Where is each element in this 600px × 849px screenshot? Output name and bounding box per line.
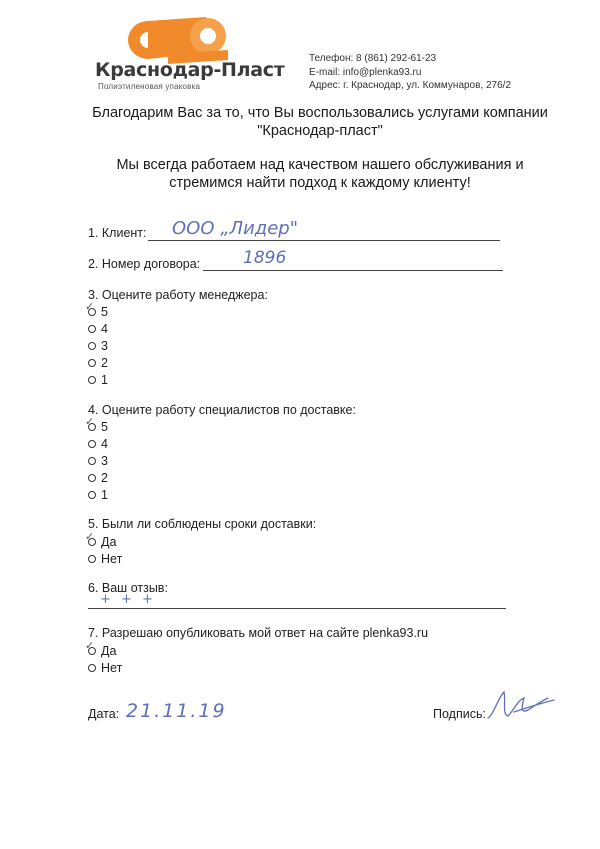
q5-label: 5. Были ли соблюдены сроки доставки: — [88, 517, 317, 531]
q3-option-2[interactable]: 2 — [88, 354, 108, 371]
checkmark-icon: ✓ — [85, 416, 95, 428]
contract-value[interactable]: 1896 — [243, 248, 287, 268]
radio-icon — [88, 440, 96, 448]
checkmark-icon: ✓ — [85, 531, 95, 543]
motto-line-2: стремимся найти подход к каждому клиенту! — [169, 175, 471, 191]
thanks-line-1: Благодарим Вас за то, что Вы воспользовались услугами компании — [92, 105, 548, 121]
q4-option-3[interactable]: 3 — [88, 452, 108, 469]
radio-icon — [88, 376, 96, 384]
q3-option-5[interactable]: ✓ 5 — [85, 301, 108, 319]
radio-icon — [88, 664, 96, 672]
thanks-line-2: "Краснодар-пласт" — [257, 123, 383, 139]
q4-option-1[interactable]: 1 — [88, 486, 108, 503]
q3-label: 3. Оцените работу менеджера: — [88, 288, 268, 302]
motto-text — [60, 156, 580, 192]
company-subtitle: Полиэтиленовая упаковка — [98, 82, 201, 91]
company-name: Краснодар-Пласт — [95, 59, 285, 81]
q3-option-3[interactable]: 3 — [88, 337, 108, 354]
date-value[interactable]: 21.11.19 — [126, 700, 227, 722]
checkmark-icon: ✓ — [85, 640, 95, 652]
email: E-mail: info@plenka93.ru — [309, 66, 422, 78]
radio-icon — [88, 491, 96, 499]
checkmark-icon: ✓ — [85, 301, 95, 313]
feedback-underline — [88, 608, 506, 609]
radio-icon — [88, 555, 96, 563]
q3-option-1[interactable]: 1 — [88, 371, 108, 388]
signature-label: Подпись: — [433, 707, 486, 721]
q5-options — [85, 531, 123, 567]
radio-icon — [88, 342, 96, 350]
address: Адрес: г. Краснодар, ул. Коммунаров, 276/2 — [309, 80, 512, 91]
radio-icon — [88, 359, 96, 367]
contract-underline — [203, 270, 503, 271]
q7-option-no[interactable]: Нет — [88, 659, 122, 676]
q4-options — [85, 416, 108, 503]
q4-option-2[interactable]: 2 — [88, 469, 108, 486]
radio-icon — [88, 457, 96, 465]
q7-option-yes[interactable]: ✓ Да — [85, 640, 117, 658]
company-logo — [118, 14, 238, 64]
tape-rolls-icon — [118, 14, 238, 64]
q4-label: 4. Оцените работу специалистов по доставке: — [88, 403, 356, 417]
q5-option-yes[interactable]: ✓ Да — [85, 531, 117, 549]
client-underline — [148, 240, 500, 241]
motto-line-1: Мы всегда работаем над качеством нашего обслуживания и — [116, 157, 524, 173]
q6-value[interactable]: + + + — [100, 592, 156, 607]
q7-options — [85, 640, 123, 676]
client-label: 1. Клиент: — [88, 226, 147, 240]
q5-option-no[interactable]: Нет — [88, 550, 122, 567]
contract-label: 2. Номер договора: — [88, 257, 201, 271]
q3-option-4[interactable]: 4 — [88, 320, 108, 337]
date-label: Дата: — [88, 707, 120, 721]
q3-options — [85, 301, 108, 388]
client-value[interactable]: ООО „Лидер" — [172, 218, 299, 239]
q7-label: 7. Разрешаю опубликовать мой ответ на сайте plenka93.ru — [88, 626, 429, 640]
signature-image[interactable] — [484, 686, 564, 731]
radio-icon — [88, 474, 96, 482]
q4-option-5[interactable]: ✓ 5 — [85, 416, 108, 434]
q4-option-4[interactable]: 4 — [88, 435, 108, 452]
thanks-text — [60, 104, 580, 140]
phone: Телефон: 8 (861) 292-61-23 — [309, 53, 437, 64]
contact-block — [309, 52, 511, 93]
radio-icon — [88, 325, 96, 333]
signature-icon — [484, 686, 564, 726]
q6-label: 6. Ваш отзыв: — [88, 581, 168, 595]
